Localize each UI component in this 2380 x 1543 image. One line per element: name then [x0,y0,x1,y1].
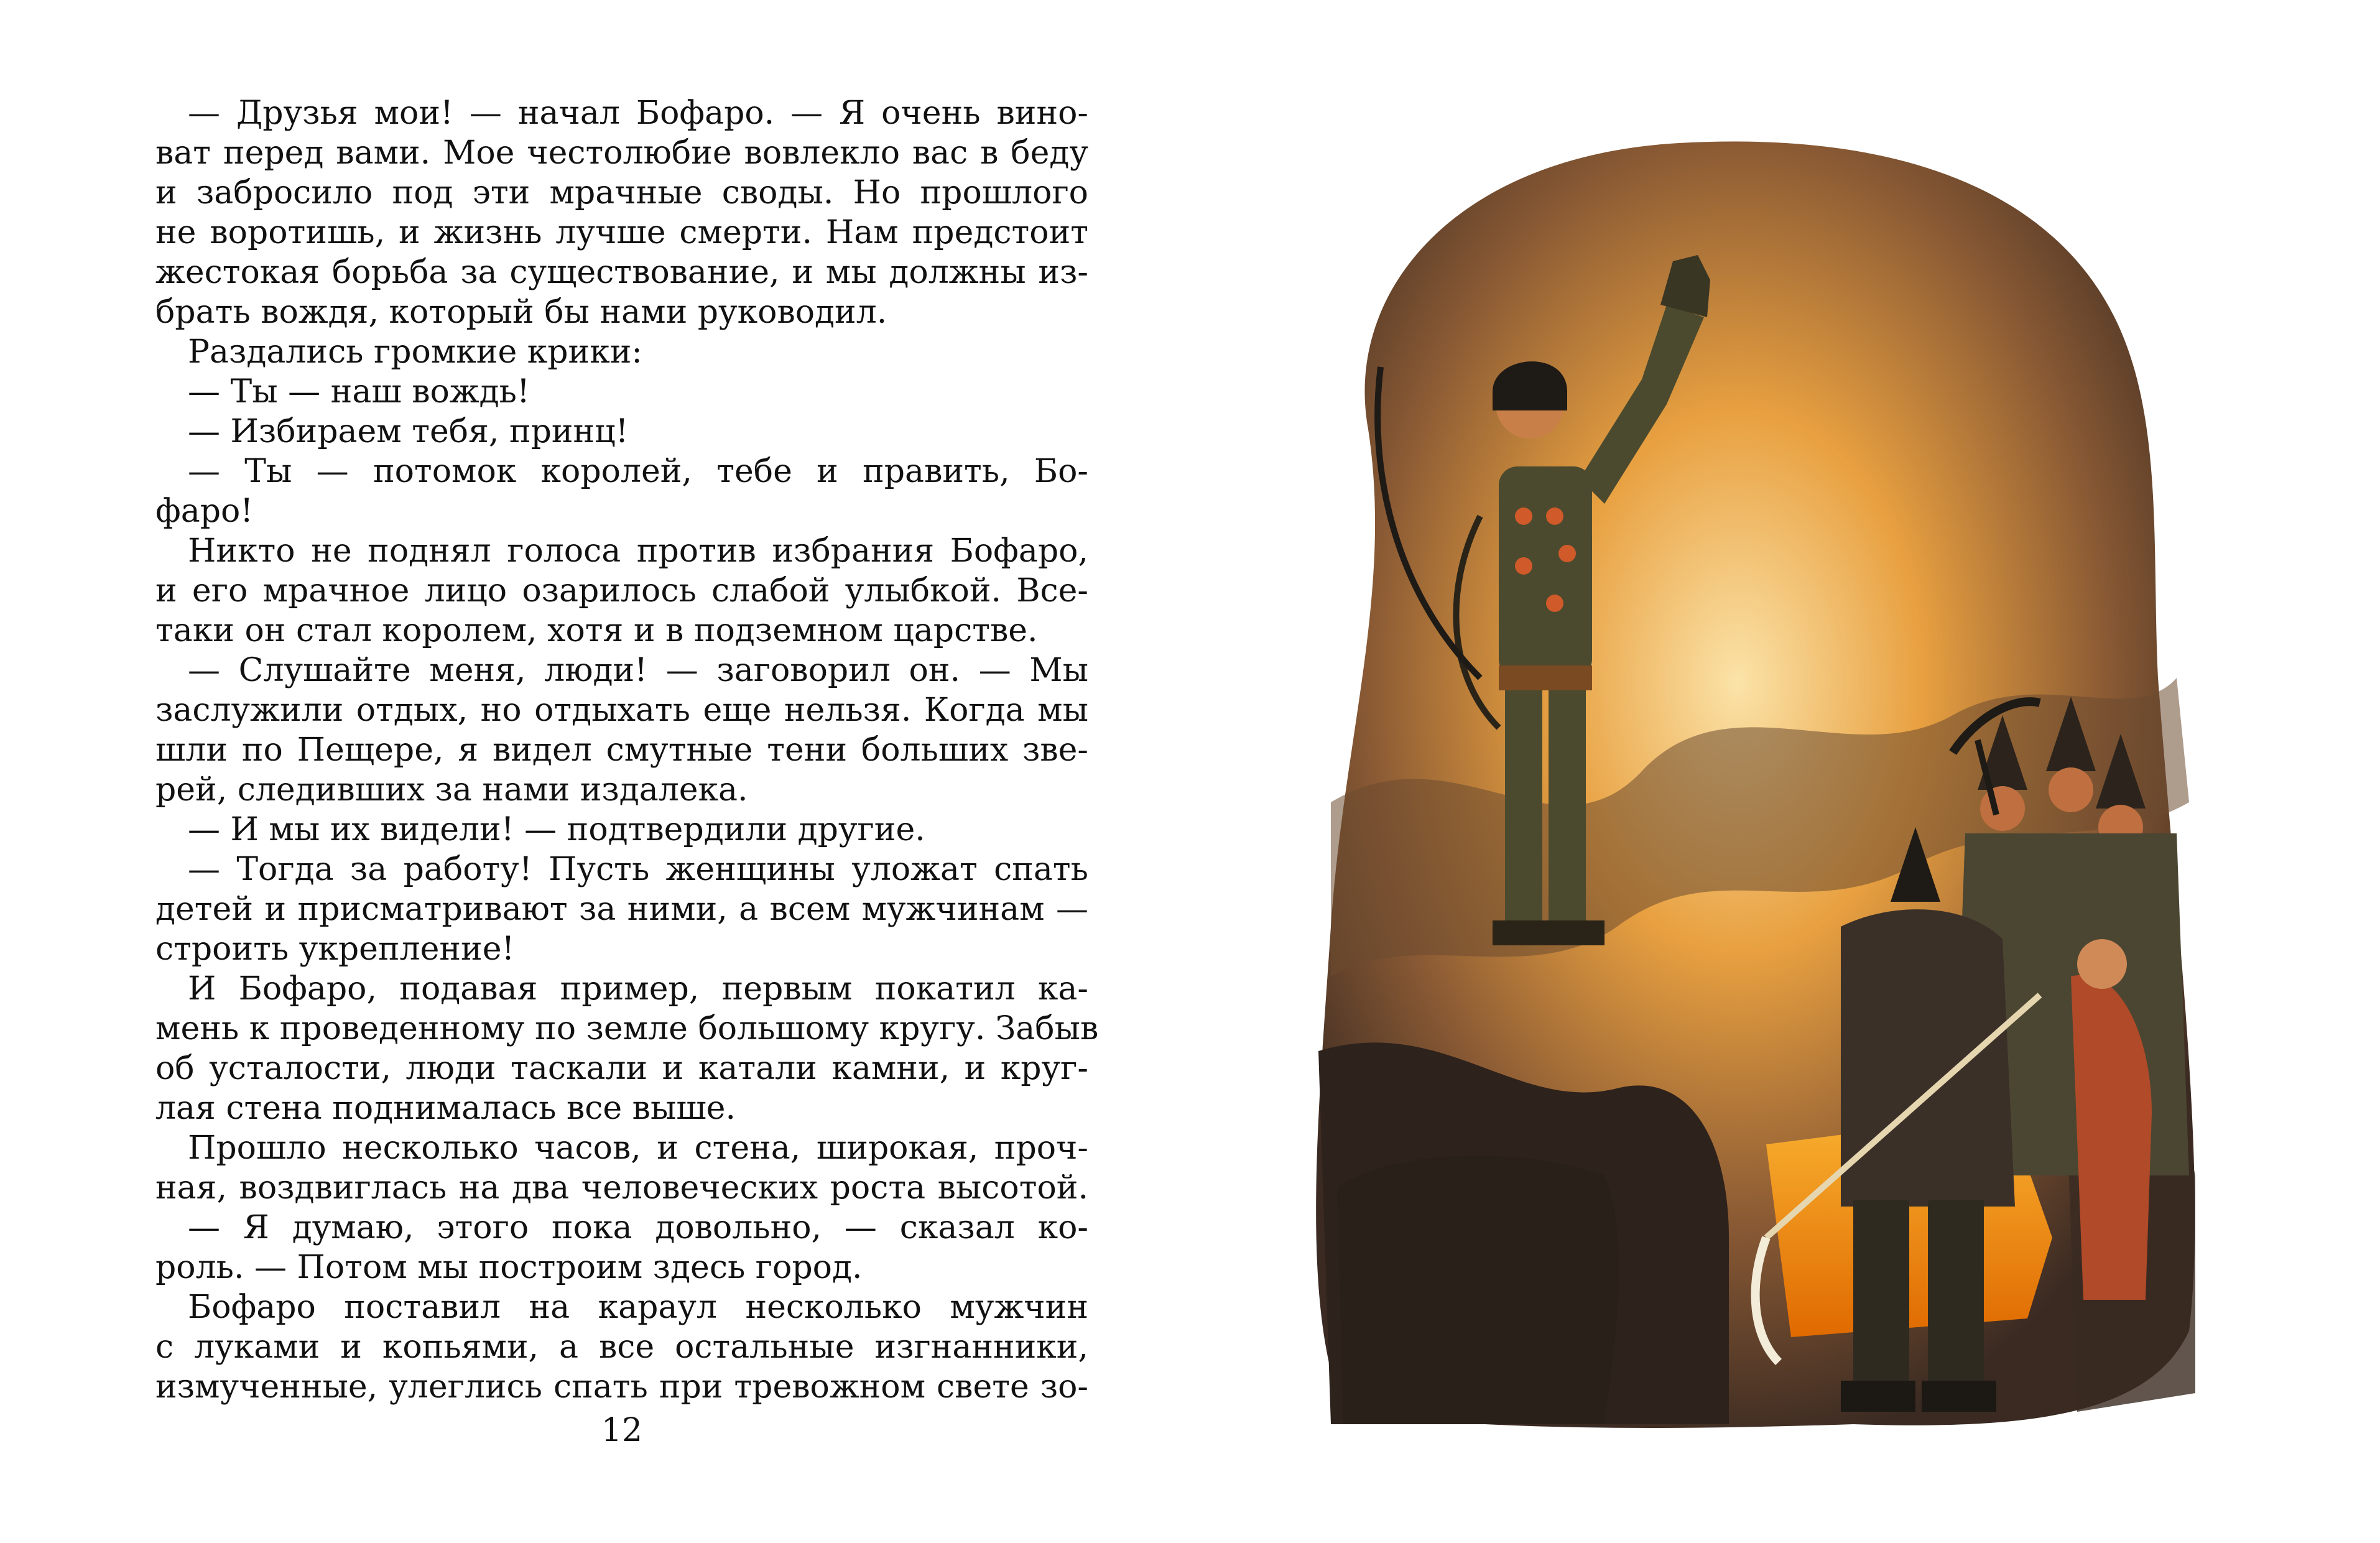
text-line: измученные, улеглись спать при тревожном свете зо- [155,1368,1088,1406]
text-line: Бофаро поставил на караул несколько мужчин [188,1289,1088,1326]
text-line: Раздались громкие крики: [188,333,642,371]
text-line: — Ты — наш вождь! [188,373,530,410]
text-line: об усталости, люди таскали и катали камни, и круг- [155,1050,1088,1087]
text-line: — И мы их видели! — подтвердили другие. [188,811,925,848]
text-line: не воротишь, и жизнь лучше смерти. Нам предстоит [155,214,1088,251]
text-line: — Тогда за работу! Пусть женщины уложат спать [188,851,1088,888]
text-line: строить укрепление! [155,930,515,968]
text-line: лая стена поднималась все выше. [155,1090,736,1127]
text-line: и забросило под эти мрачные своды. Но прошлого [155,174,1088,211]
text-line: — Слушайте меня, люди! — заговорил он. — Мы [188,652,1088,689]
text-line: Прошло несколько часов, и стена, широкая, проч- [188,1129,1088,1167]
text-line: шли по Пещере, я видел смутные тени больших зве- [155,731,1088,769]
text-line: жестокая борьба за существование, и мы должны из- [155,254,1088,291]
text-line: И Бофаро, подавая пример, первым покатил ка- [188,970,1088,1008]
text-line: рей, следивших за нами издалека. [155,771,748,809]
text-line: — Я думаю, этого пока довольно, — сказал ко- [188,1209,1088,1246]
page-number: 12 [601,1412,643,1449]
text-line: мень к проведенному по земле большому кругу. Забыв [155,1010,1099,1047]
text-line: ват перед вами. Мое честолюбие вовлекло вас в беду [155,134,1088,172]
text-line: роль. — Потом мы построим здесь город. [155,1249,863,1286]
text-line: — Избираем тебя, принц! [188,413,629,450]
text-line: — Друзья мои! — начал Бофаро. — Я очень вино- [188,95,1088,132]
text-column [155,93,1099,1407]
text-line: Никто не поднял голоса против избрания Бофаро, [188,532,1088,570]
rock-pedestal [1337,1156,1619,1424]
text-line: и его мрачное лицо озарилось слабой улыбкой. Все- [155,572,1088,609]
text-line: ная, воздвиглась на два человеческих роста высотой. [155,1169,1088,1207]
text-line: — Ты — потомок королей, тебе и править, Бо- [188,453,1088,490]
text-line: заслужили отдых, но отдыхать еще нельзя. Когда мы [155,692,1088,729]
text-line: детей и присматривают за ними, а всем мужчинам — [155,891,1088,928]
text-line: брать вождя, который бы нами руководил. [155,294,887,331]
text-line: с луками и копьями, а все остальные изгнанники, [155,1328,1088,1366]
text-line: фаро! [155,493,254,530]
cave-illustration [1294,118,2226,1443]
text-line: таки он стал королем, хотя и в подземном царстве. [155,612,1038,649]
